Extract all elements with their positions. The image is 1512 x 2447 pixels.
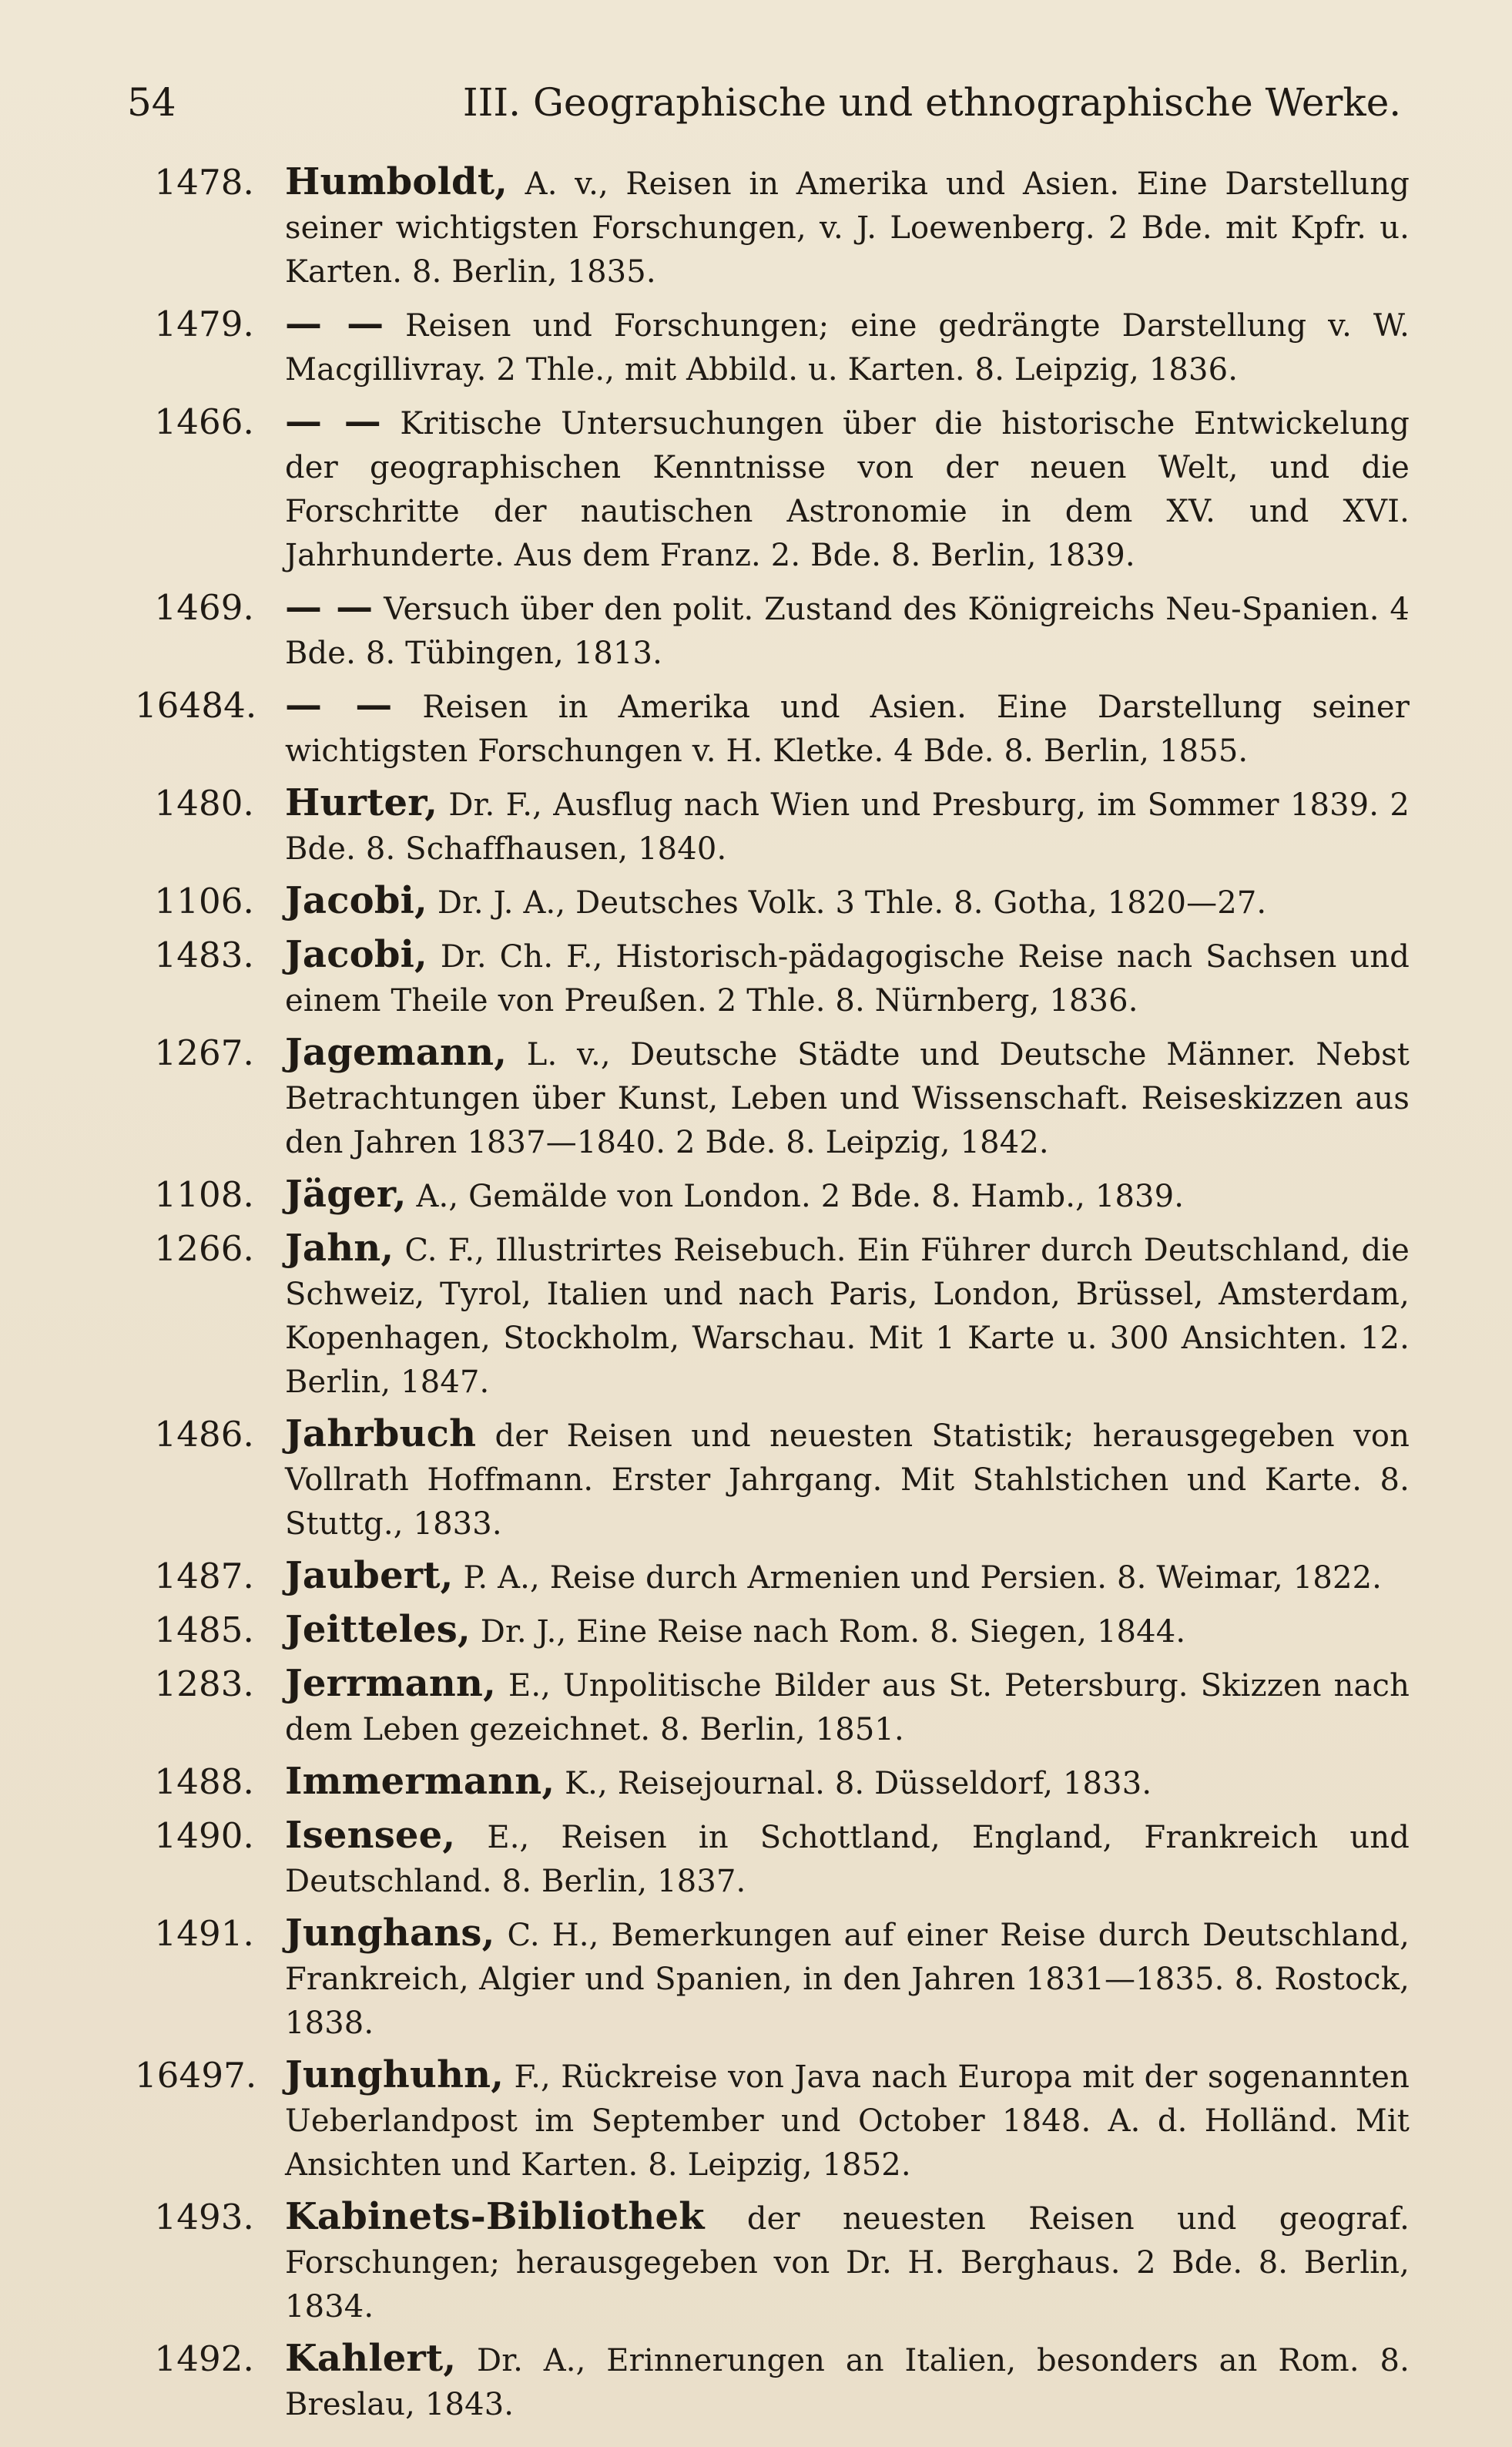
entry-author-title: Junghuhn, — [285, 2053, 505, 2096]
entry-number: 1485. — [154, 1610, 254, 1650]
catalog-entry — [135, 683, 1410, 774]
entry-author-title: Jahn, — [285, 1227, 394, 1270]
catalog-entry — [135, 1608, 1410, 1654]
entry-description: Dr. F., Ausflug nach Wien und Presburg, im Sommer 1839. 2 Bde. 8. Schaffhausen, 1840. — [285, 787, 1410, 867]
page-title: III. Geographische und ethnographische Werke. — [462, 80, 1402, 125]
catalog-entry-list — [135, 160, 1410, 2435]
entry-description: Reisen in Amerika und Asien. Eine Darstellung seiner wichtigsten Forschungen v. H. Kletke. 4 Bde. 8. Berlin, 1855. — [285, 690, 1410, 769]
entry-description: Dr. Ch. F., Historisch-pädagogische Reise nach Sachsen und einem Theile von Preußen. 2 Thle. 8. Nürnberg, 1836. — [285, 939, 1410, 1019]
entry-number: 1469. — [154, 587, 254, 628]
entry-number: 1483. — [154, 935, 254, 975]
entry-number: 1283. — [154, 1663, 254, 1704]
entry-description: A. v., Reisen in Amerika und Asien. Eine Darstellung seiner wichtigsten Forschungen, v. J. Loewenberg. 2 Bde. mit Kpfr. u. Karten. 8. Berlin, 1835. — [285, 166, 1410, 290]
entry-author-title: Jeitteles, — [285, 1608, 471, 1651]
entry-author-title: Humboldt, — [285, 160, 508, 203]
entry-description: C. H., Bemerkungen auf einer Reise durch Deutschland, Frankreich, Algier und Spanien, in den Jahren 1831—1835. 8. Rostock, 1838. — [285, 1918, 1410, 2041]
catalog-entry — [135, 781, 1410, 871]
catalog-entry — [135, 1760, 1410, 1806]
entry-number: 1486. — [154, 1414, 254, 1455]
catalog-entry — [135, 586, 1410, 676]
entry-author-title: Jacobi, — [285, 879, 427, 922]
entry-description: Dr. A., Erinnerungen an Italien, besonders an Rom. 8. Breslau, 1843. — [285, 2343, 1410, 2422]
entry-author-title: Immermann, — [285, 1760, 555, 1803]
entry-description: K., Reisejournal. 8. Düsseldorf, 1833. — [555, 1766, 1152, 1801]
catalog-entry — [135, 2337, 1410, 2427]
entry-number: 1106. — [154, 881, 254, 921]
entry-number: 1487. — [154, 1556, 254, 1596]
entry-author-title: Jaubert, — [285, 1554, 454, 1597]
catalog-entry — [135, 2053, 1410, 2187]
catalog-entry — [135, 2195, 1410, 2329]
entry-description: Dr. J. A., Deutsches Volk. 3 Thle. 8. Gotha, 1820—27. — [427, 885, 1267, 921]
entry-description: Kritische Untersuchungen über die historische Entwickelung der geographischen Kenntnisse von der neuen Welt, und die Forschritte der nautischen Astronomie in dem XV. und XVI. Jahrhunderte. Aus dem Franz. 2. Bde. 8. Berlin, 1839. — [285, 406, 1410, 573]
entry-author-title: Jagemann, — [285, 1031, 508, 1074]
catalog-entry — [135, 1662, 1410, 1752]
entry-description: C. F., Illustrirtes Reisebuch. Ein Führer durch Deutschland, die Schweiz, Tyrol, Italien und nach Paris, London, Brüssel, Amsterdam, Kopenhagen, Stockholm, Warschau. Mit 1 Karte u. 300 Ansichten. 12. Berlin, 1847. — [285, 1233, 1410, 1400]
entry-author-title: Kabinets-Bibliothek — [285, 2195, 705, 2238]
catalog-entry — [135, 1227, 1410, 1405]
entry-number: 1490. — [154, 1815, 254, 1856]
entry-author-title: Jerrmann, — [285, 1662, 497, 1705]
catalog-entry — [135, 1173, 1410, 1219]
entry-author-title: — — — [285, 683, 393, 727]
entry-number: 16497. — [135, 2055, 257, 2096]
entry-author-title: — — — [285, 400, 381, 443]
catalog-entry — [135, 933, 1410, 1023]
entry-author-title: — — — [285, 586, 374, 629]
entry-description: Reisen und Forschungen; eine gedrängte Darstellung v. W. Macgillivray. 2 Thle., mit Abbild. u. Karten. 8. Leipzig, 1836. — [285, 308, 1410, 388]
entry-number: 1479. — [154, 304, 254, 344]
entry-author-title: Hurter, — [285, 781, 438, 824]
entry-author-title: — — — [285, 302, 384, 345]
entry-number: 1108. — [154, 1174, 254, 1215]
entry-description: A., Gemälde von London. 2 Bde. 8. Hamb., 1839. — [406, 1179, 1185, 1214]
catalog-entry — [135, 1814, 1410, 1904]
entry-description: der neuesten Reisen und geograf. Forschungen; herausgegeben von Dr. H. Berghaus. 2 Bde. 8. Berlin, 1834. — [285, 2201, 1410, 2324]
catalog-entry — [135, 1412, 1410, 1546]
entry-number: 1267. — [154, 1032, 254, 1073]
entry-description: Versuch über den polit. Zustand des Königreichs Neu-Spanien. 4 Bde. 8. Tübingen, 1813. — [285, 592, 1410, 671]
entry-author-title: Kahlert, — [285, 2337, 457, 2380]
entry-description: E., Unpolitische Bilder aus St. Petersburg. Skizzen nach dem Leben gezeichnet. 8. Berlin, 1851. — [285, 1668, 1410, 1747]
catalog-entry — [135, 302, 1410, 392]
page-header — [127, 76, 1402, 129]
entry-author-title: Jahrbuch — [285, 1412, 477, 1455]
catalog-entry — [135, 879, 1410, 925]
page-number: 54 — [127, 80, 176, 125]
entry-description: F., Rückreise von Java nach Europa mit der sogenannten Ueberlandpost im September und October 1848. A. d. Holländ. Mit Ansichten und Karten. 8. Leipzig, 1852. — [285, 2059, 1410, 2183]
entry-number: 16484. — [135, 685, 257, 726]
entry-author-title: Jacobi, — [285, 933, 427, 976]
catalog-entry — [135, 1031, 1410, 1165]
entry-description: Dr. J., Eine Reise nach Rom. 8. Siegen, 1844. — [470, 1614, 1186, 1650]
entry-description: L. v., Deutsche Städte und Deutsche Männer. Nebst Betrachtungen über Kunst, Leben und Wissenschaft. Reiseskizzen aus den Jahren 1837—1840. 2 Bde. 8. Leipzig, 1842. — [285, 1037, 1410, 1160]
catalog-entry — [135, 1554, 1410, 1600]
entry-number: 1480. — [154, 783, 254, 824]
entry-number: 1266. — [154, 1228, 254, 1269]
entry-number: 1493. — [154, 2197, 254, 2237]
entry-number: 1492. — [154, 2338, 254, 2379]
entry-description: E., Reisen in Schottland, England, Frankreich und Deutschland. 8. Berlin, 1837. — [285, 1820, 1410, 1899]
entry-author-title: Junghans, — [285, 1912, 495, 1955]
entry-number: 1488. — [154, 1761, 254, 1802]
entry-number: 1466. — [154, 401, 254, 442]
entry-author-title: Isensee, — [285, 1814, 456, 1857]
entry-description: der Reisen und neuesten Statistik; herausgegeben von Vollrath Hoffmann. Erster Jahrgang. Mit Stahlstichen und Karte. 8. Stuttg., 1833. — [285, 1418, 1410, 1542]
catalog-entry — [135, 160, 1410, 294]
entry-author-title: Jäger, — [285, 1173, 407, 1216]
entry-number: 1478. — [154, 162, 254, 203]
entry-number: 1491. — [154, 1913, 254, 1954]
entry-description: P. A., Reise durch Armenien und Persien. 8. Weimar, 1822. — [453, 1560, 1383, 1596]
catalog-entry — [135, 1912, 1410, 2046]
catalog-entry — [135, 400, 1410, 578]
